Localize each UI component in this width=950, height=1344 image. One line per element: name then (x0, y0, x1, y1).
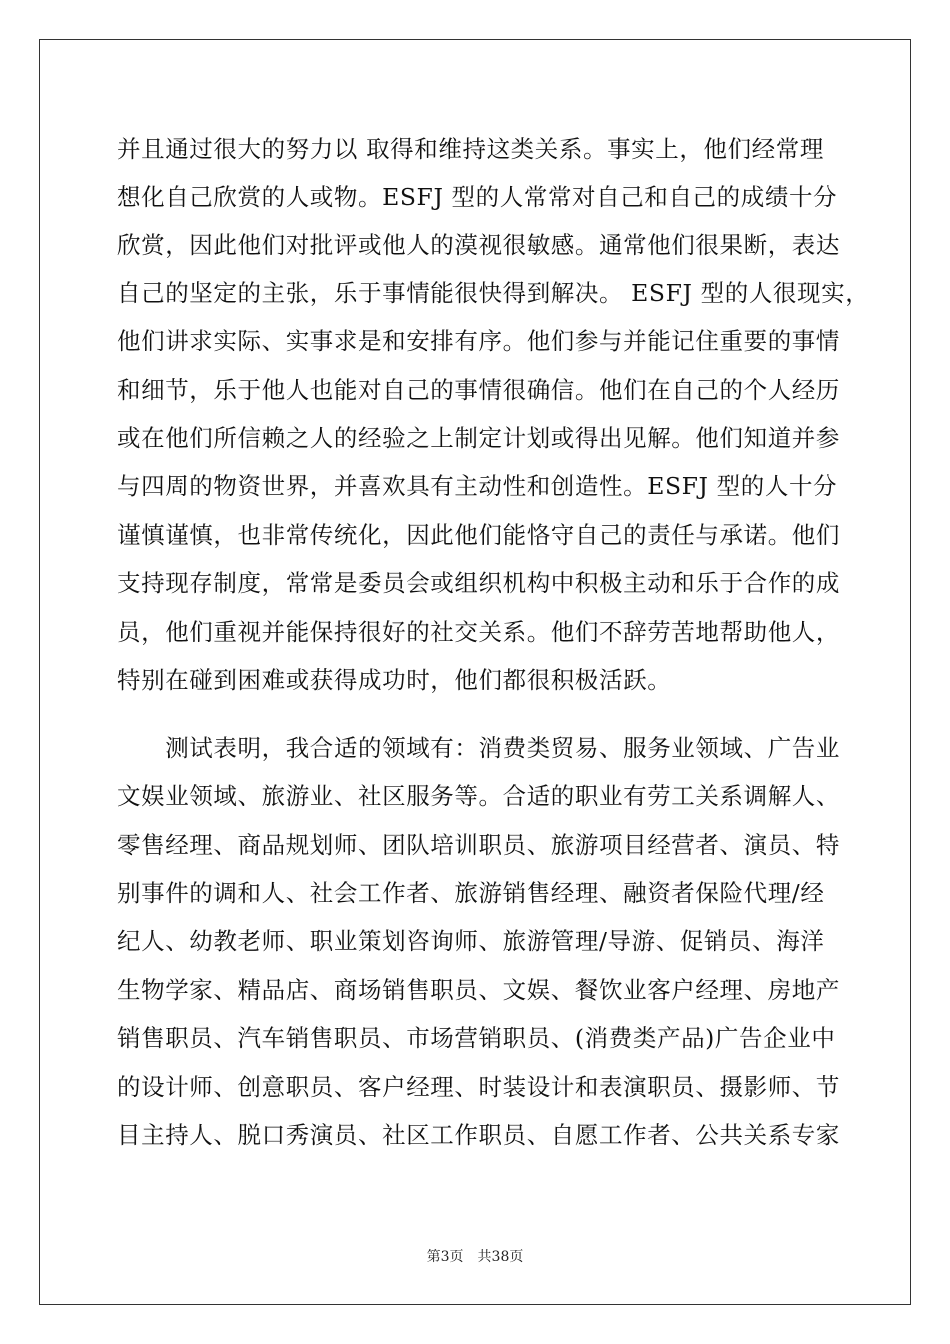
text-line: 想化自己欣赏的人或物。ESFJ 型的人常常对自己和自己的成绩十分 (117, 183, 838, 211)
text-line: 生物学家、精品店、商场销售职员、文娱、餐饮业客户经理、房地产 (117, 976, 840, 1004)
text-line: 特别在碰到困难或获得成功时，他们都很积极活跃。 (117, 666, 672, 694)
text-line: 欣赏，因此他们对批评或他人的漠视很敏感。通常他们很果断，表达 (117, 231, 840, 259)
text-line: 目主持人、脱口秀演员、社区工作职员、自愿工作者、公共关系专家 (117, 1121, 840, 1149)
text-line: 的设计师、创意职员、客户经理、时装设计和表演职员、摄影师、节 (117, 1073, 840, 1101)
text-line: 测试表明，我合适的领域有：消费类贸易、服务业领域、广告业 (117, 734, 840, 762)
text-line: 文娱业领域、旅游业、社区服务等。合适的职业有劳工关系调解人、 (117, 782, 840, 810)
text-line: 销售职员、汽车销售职员、市场营销职员、(消费类产品)广告企业中 (117, 1024, 836, 1052)
text-line: 并且通过很大的努力以 取得和维持这类关系。事实上，他们经常理 (117, 135, 824, 163)
text-line: 与四周的物资世界，并喜欢具有主动性和创造性。ESFJ 型的人十分 (117, 472, 838, 500)
page-footer (0, 1248, 950, 1266)
text-line: 谨慎谨慎，也非常传统化，因此他们能恪守自己的责任与承诺。他们 (117, 521, 840, 549)
text-line: 和细节，乐于他人也能对自己的事情很确信。他们在自己的个人经历 (117, 376, 840, 404)
text-line: 或在他们所信赖之人的经验之上制定计划或得出见解。他们知道并参 (117, 424, 840, 452)
text-line: 支持现存制度，常常是委员会或组织机构中积极主动和乐于合作的成 (117, 569, 840, 597)
page-number-current: 第3页 (426, 1249, 464, 1265)
text-line: 员，他们重视并能保持很好的社交关系。他们不辞劳苦地帮助他人， (117, 618, 840, 646)
page-number-total: 共38页 (477, 1249, 524, 1265)
text-line: 自己的坚定的主张，乐于事情能很快得到解决。 ESFJ 型的人很现实， (117, 279, 870, 307)
text-line: 纪人、幼教老师、职业策划咨询师、旅游管理/导游、促销员、海洋 (117, 927, 825, 955)
text-line: 他们讲求实际、实事求是和安排有序。他们参与并能记住重要的事情 (117, 327, 840, 355)
text-line: 别事件的调和人、社会工作者、旅游销售经理、融资者保险代理/经 (117, 879, 825, 907)
text-line: 零售经理、商品规划师、团队培训职员、旅游项目经营者、演员、特 (117, 831, 840, 859)
